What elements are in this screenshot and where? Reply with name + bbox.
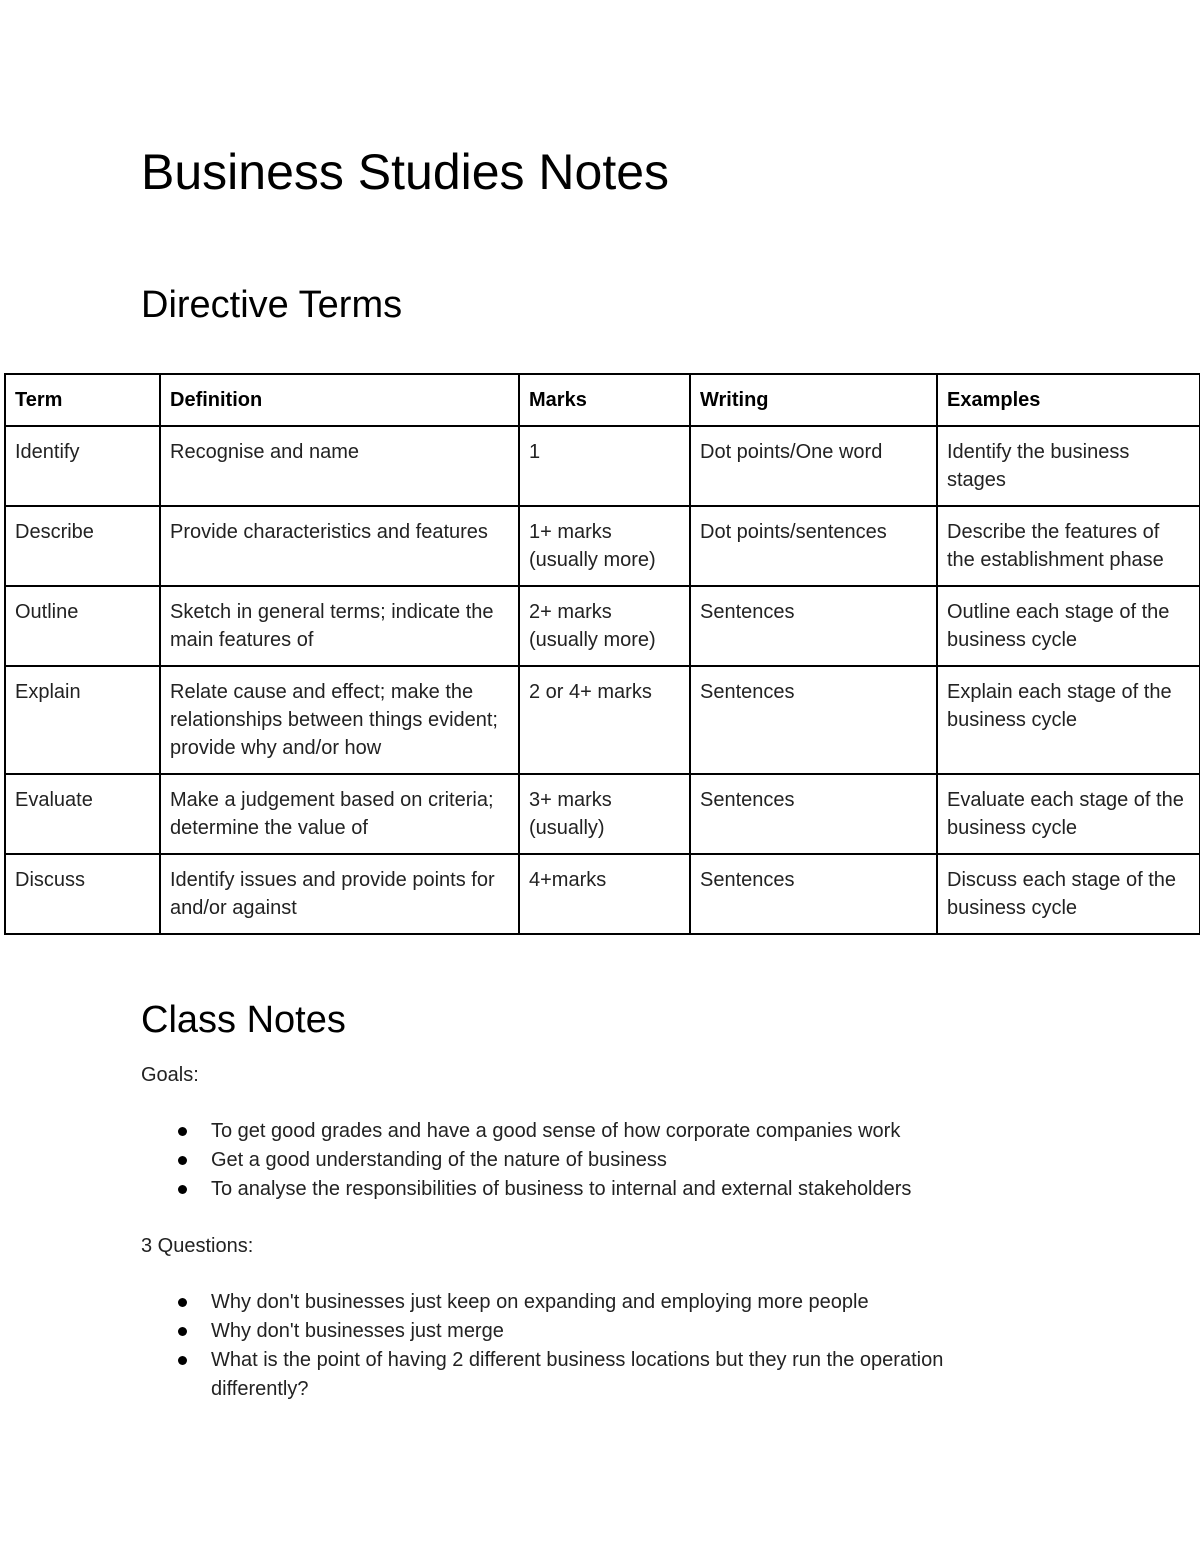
question-text: Why don't businesses just merge <box>211 1320 504 1342</box>
cell-term: Evaluate <box>5 774 160 854</box>
table-row <box>5 774 1200 854</box>
cell-examples: Evaluate each stage of the business cycle <box>937 774 1200 854</box>
column-header-marks: Marks <box>519 374 690 426</box>
cell-definition: Provide characteristics and features <box>160 506 519 586</box>
page-title: Business Studies Notes <box>141 144 670 200</box>
list-item <box>141 1146 1041 1175</box>
cell-marks: 2+ marks (usually more) <box>519 586 690 666</box>
column-header-definition: Definition <box>160 374 519 426</box>
cell-term: Explain <box>5 666 160 774</box>
cell-term: Discuss <box>5 854 160 934</box>
list-item <box>141 1317 1041 1346</box>
goal-text: Get a good understanding of the nature of business <box>211 1149 667 1171</box>
cell-term: Identify <box>5 426 160 506</box>
cell-marks: 1 <box>519 426 690 506</box>
list-item <box>141 1175 1041 1204</box>
bullet-icon <box>178 1156 187 1165</box>
cell-marks: 2 or 4+ marks <box>519 666 690 774</box>
bullet-icon <box>178 1127 187 1136</box>
goals-list <box>141 1117 1041 1204</box>
column-header-term: Term <box>5 374 160 426</box>
cell-marks: 4+marks <box>519 854 690 934</box>
questions-label: 3 Questions: <box>141 1235 254 1257</box>
cell-examples: Outline each stage of the business cycle <box>937 586 1200 666</box>
cell-definition: Recognise and name <box>160 426 519 506</box>
cell-examples: Describe the features of the establishment phase <box>937 506 1200 586</box>
bullet-icon <box>178 1356 187 1365</box>
question-text: What is the point of having 2 different business locations but they run the operation differently? <box>211 1349 944 1400</box>
cell-definition: Identify issues and provide points for and/or against <box>160 854 519 934</box>
cell-marks: 3+ marks (usually) <box>519 774 690 854</box>
cell-writing: Dot points/One word <box>690 426 937 506</box>
cell-writing: Sentences <box>690 666 937 774</box>
cell-writing: Sentences <box>690 774 937 854</box>
cell-definition: Sketch in general terms; indicate the main features of <box>160 586 519 666</box>
bullet-icon <box>178 1298 187 1307</box>
questions-list <box>141 1288 1041 1404</box>
cell-writing: Sentences <box>690 586 937 666</box>
table-row <box>5 426 1200 506</box>
cell-definition: Relate cause and effect; make the relationships between things evident; provide why and/or how <box>160 666 519 774</box>
table-row <box>5 666 1200 774</box>
table-header-row <box>5 374 1200 426</box>
cell-term: Describe <box>5 506 160 586</box>
table-row <box>5 506 1200 586</box>
goal-text: To analyse the responsibilities of business to internal and external stakeholders <box>211 1178 912 1200</box>
column-header-examples: Examples <box>937 374 1200 426</box>
list-item <box>141 1288 1041 1317</box>
cell-examples: Explain each stage of the business cycle <box>937 666 1200 774</box>
cell-term: Outline <box>5 586 160 666</box>
directive-terms-table <box>4 373 1200 935</box>
list-item <box>141 1346 1041 1404</box>
question-text: Why don't businesses just keep on expanding and employing more people <box>211 1291 869 1313</box>
table-row <box>5 854 1200 934</box>
class-notes-heading: Class Notes <box>141 999 346 1041</box>
cell-examples: Identify the business stages <box>937 426 1200 506</box>
goals-label: Goals: <box>141 1064 199 1086</box>
cell-definition: Make a judgement based on criteria; determine the value of <box>160 774 519 854</box>
cell-examples: Discuss each stage of the business cycle <box>937 854 1200 934</box>
goal-text: To get good grades and have a good sense of how corporate companies work <box>211 1120 901 1142</box>
column-header-writing: Writing <box>690 374 937 426</box>
cell-writing: Sentences <box>690 854 937 934</box>
table-row <box>5 586 1200 666</box>
cell-marks: 1+ marks (usually more) <box>519 506 690 586</box>
bullet-icon <box>178 1185 187 1194</box>
cell-writing: Dot points/sentences <box>690 506 937 586</box>
list-item <box>141 1117 1041 1146</box>
directive-terms-heading: Directive Terms <box>141 284 403 326</box>
bullet-icon <box>178 1327 187 1336</box>
